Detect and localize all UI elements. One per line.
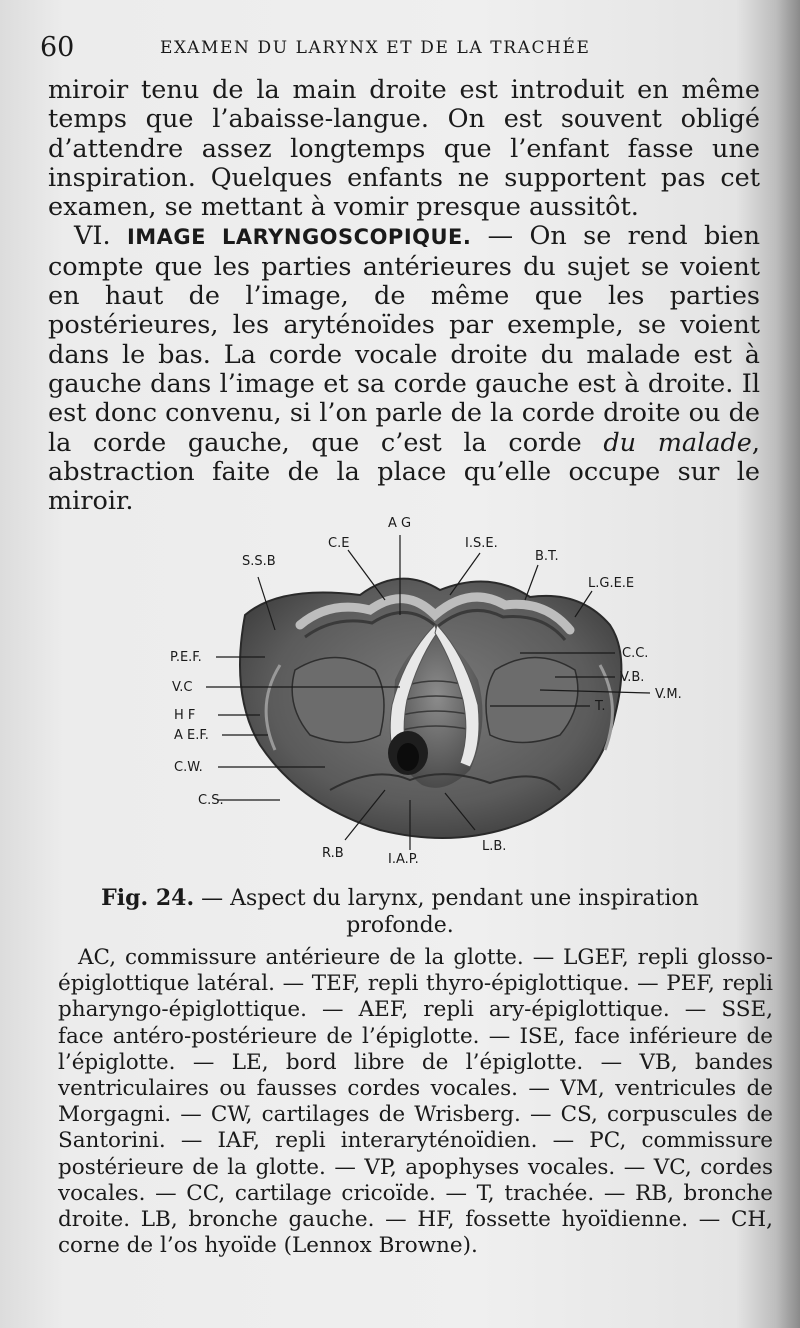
label-bt: B.T. [535, 549, 559, 564]
paragraph-2 [48, 222, 760, 516]
figure-caption [100, 885, 700, 939]
label-vb: V.B. [620, 670, 645, 685]
label-vm: V.M. [655, 687, 682, 702]
section-title: IMAGE LARYNGOSCOPIQUE. [126, 225, 472, 250]
ventricular-band-right [292, 658, 384, 743]
legend-text: AC, commissure antérieure de la glotte. — LGEF, repli glosso-épiglottique latéral. — TEF, repli thyro-épiglottique. — PEF, repli pharyngo-épiglottique. — AEF, repli ary-épiglottique. — SSE, face antéro-postérieure de l’épiglotte. — ISE, face inférieure de l’épiglotte. — LE, bord libre de l’épiglotte. — VB, bandes ventriculaires ou fausses cordes vocales. — VM, ventricules de Morgagni. — CW, cartilages de Wrisberg. — CS, corpuscules de Santorini. — IAF, repli interaryténoïdien. — PC, commissure postérieure de la glotte. — VP, apophyses vocales. — VC, cordes vocales. — CC, cartilage cricoïde. — T, trachée. — RB, bronche droite. LB, bronche gauche. — HF, fossette hyoïdienne. — CH, corne de l’os hyoïde (Lennox Browne). [58, 945, 773, 1259]
label-hf: H F [174, 708, 196, 723]
ventricular-band-left [486, 658, 578, 743]
label-cs: C.S. [198, 793, 224, 808]
label-cw: C.W. [174, 760, 203, 775]
label-t: T. [595, 699, 606, 714]
label-ce: C.E [328, 536, 350, 551]
label-lb: L.B. [482, 839, 507, 854]
section-number: VI. [74, 221, 111, 252]
body-text [48, 76, 760, 516]
larynx-illustration [160, 505, 720, 875]
label-iap: I.A.P. [388, 852, 419, 867]
posterior-opening-inner [397, 743, 419, 771]
label-ise: I.S.E. [465, 536, 498, 551]
larynx-figure [160, 505, 720, 875]
label-ssb: S.S.B [242, 554, 276, 569]
figure-legend [58, 945, 773, 1259]
label-cc: C.C. [622, 646, 649, 661]
paragraph-1: miroir tenu de la main droite est introduit en même temps que l’abaisse-langue. On est souvent obligé d’attendre assez longtemps que l’enfant fasse une inspiration. Quelques enfants ne supportent pas cet examen, se mettant à vomir presque aussitôt. [48, 75, 760, 223]
running-title: EXAMEN DU LARYNX ET DE LA TRACHÉE [160, 38, 591, 58]
paragraph-2-text-a: — On se rend bien compte que les parties antérieures du sujet se voient en haut de l’image, de même que les parties postérieures, les aryténoïdes par exemple, se voient dans le bas. La corde vocale droite du malade est à gauche dans l’image et sa corde gauche est à droite. Il est donc convenu, si l’on parle de la corde droite ou de la corde gauche, que c’est la corde [48, 221, 760, 458]
label-aef: A E.F. [174, 728, 209, 743]
page-number: 60 [40, 32, 75, 63]
label-lgef: L.G.E.E [588, 576, 635, 591]
page-header [40, 32, 760, 64]
paragraph-2-italic: du malade [603, 427, 752, 458]
label-rb: R.B [322, 846, 344, 861]
label-ag: A G [388, 516, 412, 531]
label-pef: P.E.F. [170, 650, 202, 665]
figure-number: Fig. 24. [101, 885, 195, 911]
figure-caption-text: — Aspect du larynx, pendant une inspiration profonde. [194, 886, 699, 938]
label-vc: V.C [172, 680, 193, 695]
paragraph-2-text-b: , abstraction faite de la place qu’elle occupe sur le miroir. [48, 427, 761, 517]
